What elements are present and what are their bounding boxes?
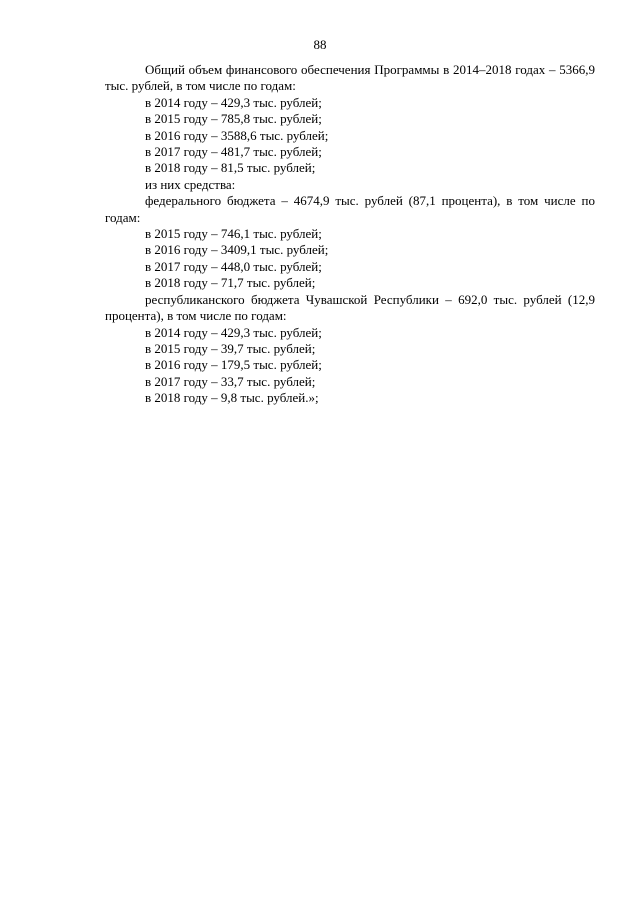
line-republic-2014: в 2014 году – 429,3 тыс. рублей; [145,324,322,340]
line-republic-2015: в 2015 году – 39,7 тыс. рублей; [145,340,316,356]
line-federal-2015: в 2015 году – 746,1 тыс. рублей; [145,226,322,242]
line-total-2018: в 2018 году – 81,5 тыс. рублей; [145,160,316,176]
page-number: 88 [313,37,327,52]
line-federal-2017: в 2017 году – 448,0 тыс. рублей; [145,258,322,274]
paragraph-republic-budget: республиканского бюджета Чувашской Республики – 692,0 тыс. рублей (12,9 процента), в том числе по годам: [105,291,595,324]
line-federal-2016: в 2016 году – 3409,1 тыс. рублей; [145,242,329,258]
line-of-which: из них средства: [145,176,236,192]
line-total-2016: в 2016 году – 3588,6 тыс. рублей; [145,127,329,143]
paragraph-federal-budget: федерального бюджета – 4674,9 тыс. рублей (87,1 процента), в том числе по годам: [105,193,595,225]
line-total-2017: в 2017 году – 481,7 тыс. рублей; [145,144,322,160]
line-republic-2017: в 2017 году – 33,7 тыс. рублей; [145,373,316,389]
paragraph-total-funding: Общий объем финансового обеспечения Программы в 2014–2018 годах – 5366,9 тыс. рублей, в том числе по годам: [105,62,595,94]
line-total-2015: в 2015 году – 785,8 тыс. рублей; [145,111,322,127]
line-republic-2016: в 2016 году – 179,5 тыс. рублей; [145,357,322,373]
line-federal-2018: в 2018 году – 71,7 тыс. рублей; [145,275,316,291]
line-total-2014: в 2014 году – 429,3 тыс. рублей; [145,94,322,110]
document-body [105,62,595,407]
line-republic-2018: в 2018 году – 9,8 тыс. рублей.»; [145,390,319,406]
